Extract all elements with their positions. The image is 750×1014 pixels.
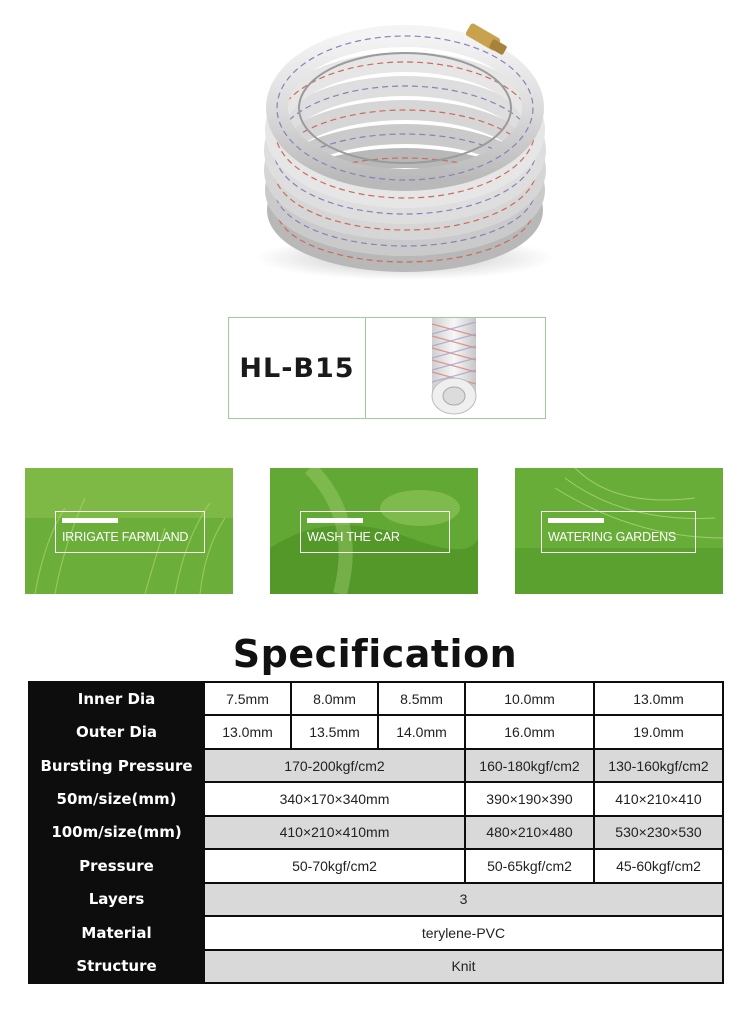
spec-row-label: Pressure bbox=[29, 849, 204, 882]
spec-row-material bbox=[29, 916, 723, 949]
specification-table bbox=[28, 681, 722, 984]
spec-row-label: Layers bbox=[29, 883, 204, 916]
application-card-gardens bbox=[515, 468, 723, 594]
spec-cell: terylene-PVC bbox=[204, 916, 723, 949]
model-box bbox=[228, 317, 546, 419]
spec-row-100m-size bbox=[29, 816, 723, 849]
spec-row-label: Bursting Pressure bbox=[29, 749, 204, 782]
application-label-frame bbox=[541, 511, 696, 553]
spec-row-label: 100m/size(mm) bbox=[29, 816, 204, 849]
spec-row-pressure bbox=[29, 849, 723, 882]
spec-cell: 410×210×410mm bbox=[204, 816, 465, 849]
spec-cell: 3 bbox=[204, 883, 723, 916]
spec-cell: 160-180kgf/cm2 bbox=[465, 749, 594, 782]
spec-cell: 50-65kgf/cm2 bbox=[465, 849, 594, 882]
spec-row-bursting-pressure bbox=[29, 749, 723, 782]
hose-coil-photo bbox=[0, 0, 750, 300]
spec-row-label: Structure bbox=[29, 950, 204, 984]
spec-cell: 13.0mm bbox=[204, 715, 291, 748]
model-label-cell bbox=[229, 318, 366, 418]
spec-cell: 8.0mm bbox=[291, 682, 378, 715]
spec-row-label: Inner Dia bbox=[29, 682, 204, 715]
application-label: WATERING GARDENS bbox=[548, 530, 677, 544]
label-accent-bar bbox=[548, 518, 604, 523]
spec-row-label: Outer Dia bbox=[29, 715, 204, 748]
spec-cell: 8.5mm bbox=[378, 682, 465, 715]
label-accent-bar bbox=[62, 518, 118, 523]
spec-row-layers bbox=[29, 883, 723, 916]
spec-cell: 480×210×480 bbox=[465, 816, 594, 849]
application-label: WASH THE CAR bbox=[307, 530, 400, 544]
application-label: IRRIGATE FARMLAND bbox=[62, 530, 189, 544]
spec-cell: 530×230×530 bbox=[594, 816, 723, 849]
specification-title: Specification bbox=[232, 632, 518, 676]
spec-row-label: 50m/size(mm) bbox=[29, 782, 204, 815]
spec-row-label: Material bbox=[29, 916, 204, 949]
spec-cell: 16.0mm bbox=[465, 715, 594, 748]
application-card-car-wash bbox=[270, 468, 478, 594]
spec-cell: 340×170×340mm bbox=[204, 782, 465, 815]
spec-cell: 19.0mm bbox=[594, 715, 723, 748]
spec-cell: 50-70kgf/cm2 bbox=[204, 849, 465, 882]
label-accent-bar bbox=[307, 518, 363, 523]
applications-row bbox=[0, 468, 750, 594]
application-card-farmland bbox=[25, 468, 233, 594]
spec-cell: Knit bbox=[204, 950, 723, 984]
application-label-frame bbox=[300, 511, 450, 553]
model-number: HL-B15 bbox=[239, 352, 355, 384]
spec-cell: 170-200kgf/cm2 bbox=[204, 749, 465, 782]
spec-row-outer-dia bbox=[29, 715, 723, 748]
spec-row-50m-size bbox=[29, 782, 723, 815]
spec-cell: 13.0mm bbox=[594, 682, 723, 715]
spec-cell: 130-160kgf/cm2 bbox=[594, 749, 723, 782]
spec-cell: 45-60kgf/cm2 bbox=[594, 849, 723, 882]
spec-cell: 410×210×410 bbox=[594, 782, 723, 815]
spec-cell: 390×190×390 bbox=[465, 782, 594, 815]
spec-row-inner-dia bbox=[29, 682, 723, 715]
application-label-frame bbox=[55, 511, 205, 553]
hose-cross-section-photo bbox=[366, 318, 545, 418]
spec-cell: 7.5mm bbox=[204, 682, 291, 715]
spec-row-structure bbox=[29, 950, 723, 984]
spec-cell: 10.0mm bbox=[465, 682, 594, 715]
spec-cell: 14.0mm bbox=[378, 715, 465, 748]
spec-cell: 13.5mm bbox=[291, 715, 378, 748]
